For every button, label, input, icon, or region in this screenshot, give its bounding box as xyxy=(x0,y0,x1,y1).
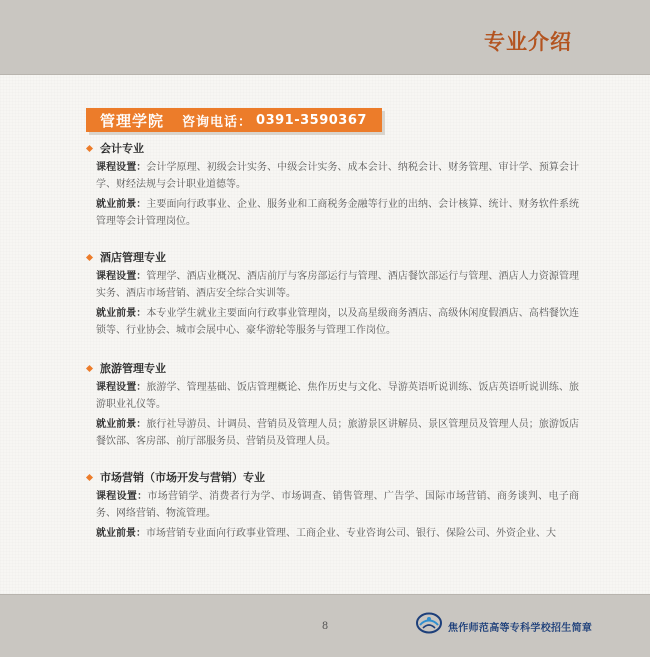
section-title: 专业介绍 xyxy=(484,30,572,54)
courses-label: 课程设置： xyxy=(96,162,147,173)
major-title xyxy=(84,249,579,265)
college-name: 管理学院 xyxy=(100,111,165,130)
courses-label: 课程设置： xyxy=(96,271,147,282)
career-text: 市场营销专业面向行政事业管理、工商企业、专业咨询公司、银行、保险公司、外资企业、大 xyxy=(146,528,556,539)
career-label: 就业前景： xyxy=(96,199,147,210)
bullet-diamond-icon xyxy=(86,144,93,151)
major-title xyxy=(84,469,579,485)
footer-school-name: 焦作师范高等专科学校招生简章 xyxy=(448,623,593,634)
courses-label: 课程设置： xyxy=(96,382,147,393)
major-title xyxy=(84,360,579,376)
career-paragraph xyxy=(84,305,579,339)
major-marketing xyxy=(84,469,579,542)
header-band xyxy=(0,0,650,75)
career-text: 主要面向行政事业、企业、服务业和工商税务金融等行业的出纳、会计核算、统计、财务软件系统管理等会计管理岗位。 xyxy=(96,199,580,227)
career-label: 就业前景： xyxy=(96,419,147,430)
courses-label: 课程设置： xyxy=(96,491,148,502)
courses-paragraph xyxy=(84,488,579,522)
major-title-text: 酒店管理专业 xyxy=(100,251,166,264)
career-label: 就业前景： xyxy=(96,308,147,319)
courses-paragraph xyxy=(84,379,579,413)
major-accounting xyxy=(84,140,579,230)
courses-paragraph xyxy=(84,268,579,302)
page-number: 8 xyxy=(321,621,329,632)
courses-text: 市场营销学、消费者行为学、市场调查、销售管理、广告学、国际市场营销、商务谈判、电子商务、网络营销、物流管理。 xyxy=(96,491,580,519)
major-hotel-management xyxy=(84,249,579,339)
school-logo-icon xyxy=(416,612,442,634)
major-title xyxy=(84,140,579,156)
bullet-diamond-icon xyxy=(86,253,93,260)
courses-text: 会计学原理、初级会计实务、中级会计实务、成本会计、纳税会计、财务管理、审计学、预算会计学、财经法规与会计职业道德等。 xyxy=(96,162,580,190)
bullet-diamond-icon xyxy=(86,364,93,371)
career-paragraph xyxy=(84,525,579,542)
career-text: 本专业学生就业主要面向行政事业管理岗，以及高星级商务酒店、高级休闲度假酒店、高档餐饮连锁等、行业协会、城市会展中心、豪华游轮等服务与管理工作岗位。 xyxy=(96,308,580,336)
contact-phone: 0391-3590367 xyxy=(256,112,367,128)
bullet-diamond-icon xyxy=(86,473,93,480)
courses-text: 旅游学、管理基础、饭店管理概论、焦作历史与文化、导游英语听说训练、饭店英语听说训练、旅游职业礼仪等。 xyxy=(96,382,580,410)
major-title-text: 旅游管理专业 xyxy=(100,362,166,375)
college-banner xyxy=(86,108,382,132)
career-text: 旅行社导游员、计调员、营销员及管理人员；旅游景区讲解员、景区管理员及管理人员；旅游饭店餐饮部、客房部、前厅部服务员、营销员及管理人员。 xyxy=(96,419,580,447)
courses-text: 管理学、酒店业概况、酒店前厅与客房部运行与管理、酒店餐饮部运行与管理、酒店人力资源管理实务、酒店市场营销、酒店安全综合实训等。 xyxy=(96,271,580,299)
career-paragraph xyxy=(84,196,579,230)
major-tourism-management xyxy=(84,360,579,450)
courses-paragraph xyxy=(84,159,579,193)
contact-label: 咨询电话： xyxy=(182,114,253,130)
career-paragraph xyxy=(84,416,579,450)
major-title-text: 会计专业 xyxy=(100,142,144,155)
career-label: 就业前景： xyxy=(96,528,146,539)
major-title-text: 市场营销（市场开发与营销）专业 xyxy=(100,471,265,484)
